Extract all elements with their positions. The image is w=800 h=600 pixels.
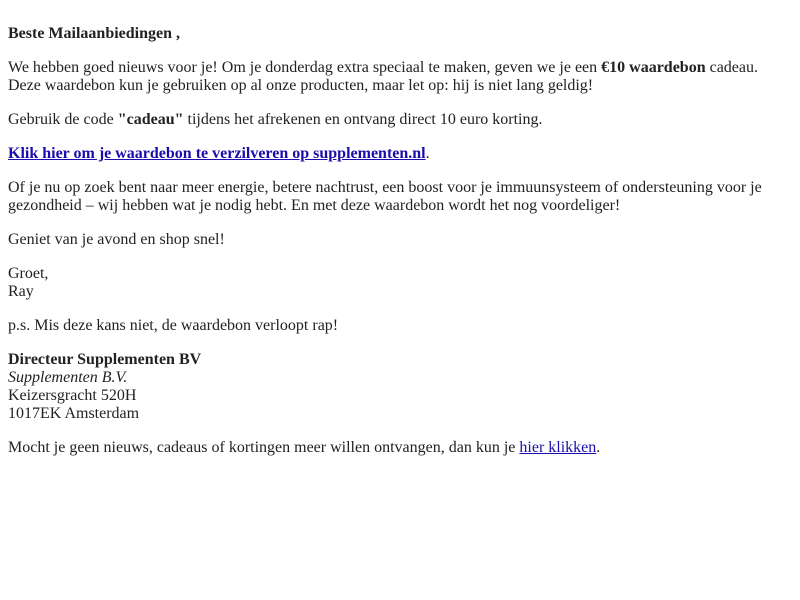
signoff-greeting: Groet,	[8, 265, 49, 282]
unsubscribe-paragraph	[8, 439, 600, 457]
signoff-name: Ray	[8, 283, 34, 300]
signature-title: Directeur Supplementen BV	[8, 351, 202, 368]
code-prefix: Gebruik de code	[8, 111, 118, 128]
intro-text-1: We hebben goed nieuws voor je! Om je donderdag extra speciaal te maken, geven we je een	[8, 59, 602, 76]
cta-suffix: .	[425, 145, 430, 162]
signature-block	[8, 351, 201, 423]
signature-street: Keizersgracht 520H	[8, 387, 137, 404]
postscript: p.s. Mis deze kans niet, de waardebon verloopt rap!	[8, 317, 339, 334]
intro-line-2: Deze waardebon kun je gebruiken op al onze producten, maar let op: hij is niet lang geldig!	[8, 77, 594, 94]
greeting: Beste Mailaanbiedingen ,	[8, 25, 181, 42]
signature-city: 1017EK Amsterdam	[8, 405, 140, 422]
discount-code: "cadeau"	[117, 111, 184, 128]
enjoy-paragraph: Geniet van je avond en shop snel!	[8, 231, 225, 248]
unsubscribe-prefix: Mocht je geen nieuws, cadeaus of kortingen meer willen ontvangen, dan kun je	[8, 439, 520, 456]
intro-paragraph	[8, 59, 768, 95]
code-suffix: tijdens het afrekenen en ontvang direct 10 euro korting.	[183, 111, 543, 128]
code-paragraph	[8, 111, 543, 129]
intro-text-2: cadeau.	[705, 59, 758, 76]
voucher-amount: €10 waardebon	[601, 59, 706, 76]
unsubscribe-suffix: .	[596, 439, 601, 456]
cta-paragraph	[8, 145, 430, 163]
unsubscribe-link[interactable]: hier klikken	[519, 439, 597, 456]
signature-company: Supplementen B.V.	[8, 369, 128, 386]
signoff	[8, 265, 48, 301]
redeem-voucher-link[interactable]: Klik hier om je waardebon te verzilveren op supplementen.nl	[8, 145, 426, 162]
benefits-paragraph: Of je nu op zoek bent naar meer energie, betere nachtrust, een boost voor je immuunsysteem of ondersteuning voor je gezondheid – wij hebben wat je nodig hebt. En met deze waardebon wordt het nog voordeliger!	[8, 179, 762, 214]
